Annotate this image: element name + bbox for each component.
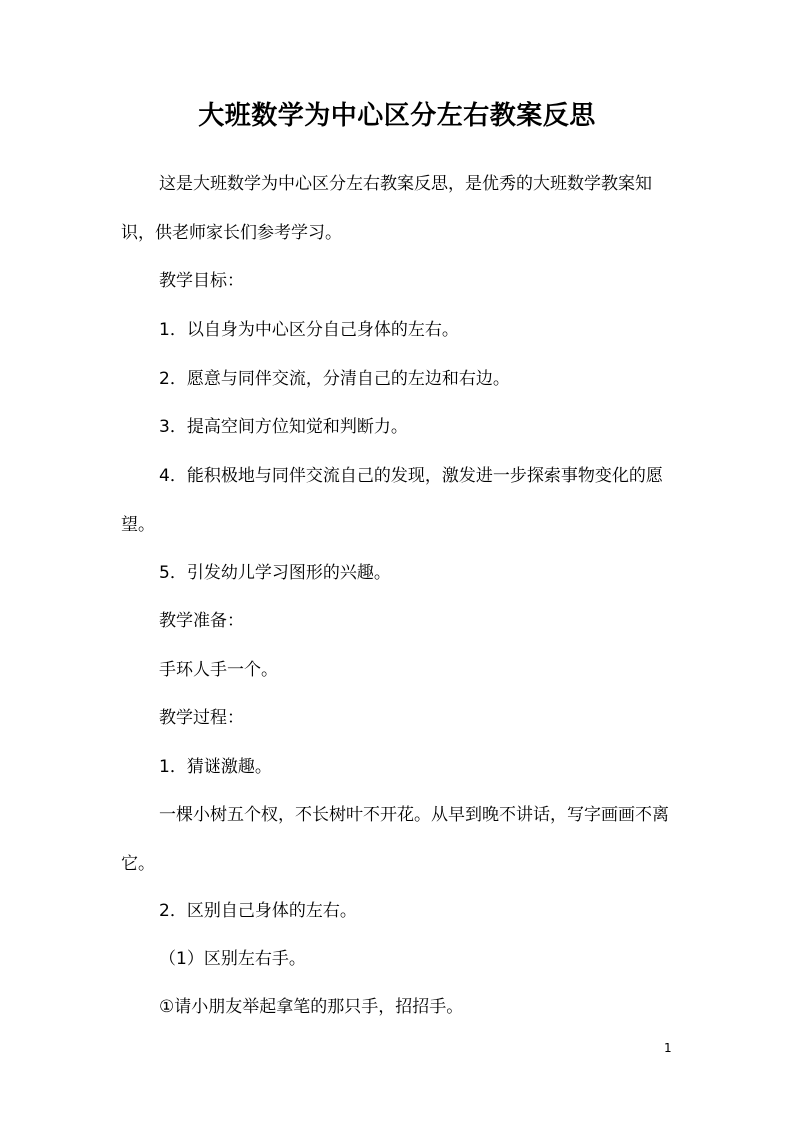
sub-step-1: （1）区别左右手。: [159, 949, 306, 969]
intro-paragraph: 这是大班数学为中心区分左右教案反思，是优秀的大班数学教案知识，供老师家长们参考学习。: [121, 174, 652, 243]
objective-item-3: 3．提高空间方位知觉和判断力。: [159, 417, 408, 437]
riddle-paragraph: 一棵小树五个杈，不长树叶不开花。从早到晚不讲话，写字画画不离它。: [121, 805, 669, 874]
page-number: 1: [664, 1041, 672, 1055]
section-heading-objectives: 教学目标：: [159, 271, 244, 291]
objective-item-4: 4．能积极地与同伴交流自己的发现，激发进一步探索事物变化的愿望。: [121, 466, 663, 535]
section-heading-preparation: 教学准备：: [159, 611, 244, 631]
objective-item-5: 5．引发幼儿学习图形的兴趣。: [159, 563, 391, 583]
process-step-2: 2．区别自己身体的左右。: [159, 901, 357, 921]
preparation-text: 手环人手一个。: [159, 660, 278, 680]
document-title: 大班数学为中心区分左右教案反思: [198, 101, 596, 131]
sub-step-1-item: ①请小朋友举起拿笔的那只手，招招手。: [159, 997, 464, 1017]
objective-item-1: 1．以自身为中心区分自己身体的左右。: [159, 320, 459, 340]
process-step-1: 1．猜谜激趣。: [159, 757, 272, 777]
objective-item-2: 2．愿意与同伴交流，分清自己的左边和右边。: [159, 369, 510, 389]
section-heading-process: 教学过程：: [159, 708, 244, 728]
